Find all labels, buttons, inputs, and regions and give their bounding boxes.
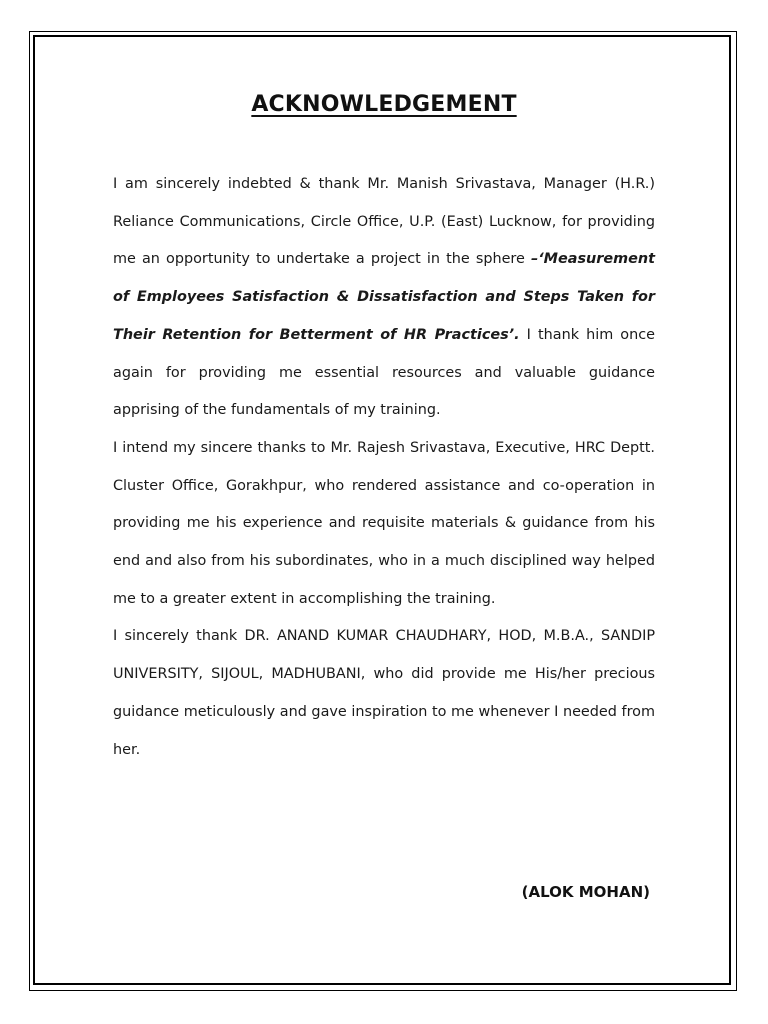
paragraph-1-intro: I am sincerely indebted & thank Mr. Manish Srivastava, Manager (H.R.) Reliance Communications, Circle Office, U.P. (East) Lucknow, for providing me an opportunity to undertake a project in the sphere: [113, 176, 655, 268]
page-title: [0, 92, 768, 117]
paragraph-1: [113, 166, 655, 430]
project-title: –‘Measurement of Employees Satisfaction & Dissatisfaction and Steps Taken for Their Retention for Betterment of HR Practices’.: [113, 251, 655, 343]
acknowledgement-body: [113, 166, 655, 769]
paragraph-2: I intend my sincere thanks to Mr. Rajesh Srivastava, Executive, HRC Deptt. Cluster Office, Gorakhpur, who rendered assistance and co-operation in providing me his experience and requisite materials & guidance from his end and also from his subordinates, who in a much disciplined way helped me to a greater extent in accomplishing the training.: [113, 439, 655, 607]
page-title-text: ACKNOWLEDGEMENT: [251, 92, 517, 117]
signature: (ALOK MOHAN): [521, 883, 650, 901]
paragraph-3: I sincerely thank DR. ANAND KUMAR CHAUDHARY, HOD, M.B.A., SANDIP UNIVERSITY, SIJOUL, MADHUBANI, who did provide me His/her precious guidance meticulously and gave inspiration to me whenever I needed from her.: [113, 628, 655, 758]
paragraph-1-rest: I thank him once again for providing me essential resources and valuable guidance apprising of the fundamentals of my training.: [113, 326, 655, 419]
